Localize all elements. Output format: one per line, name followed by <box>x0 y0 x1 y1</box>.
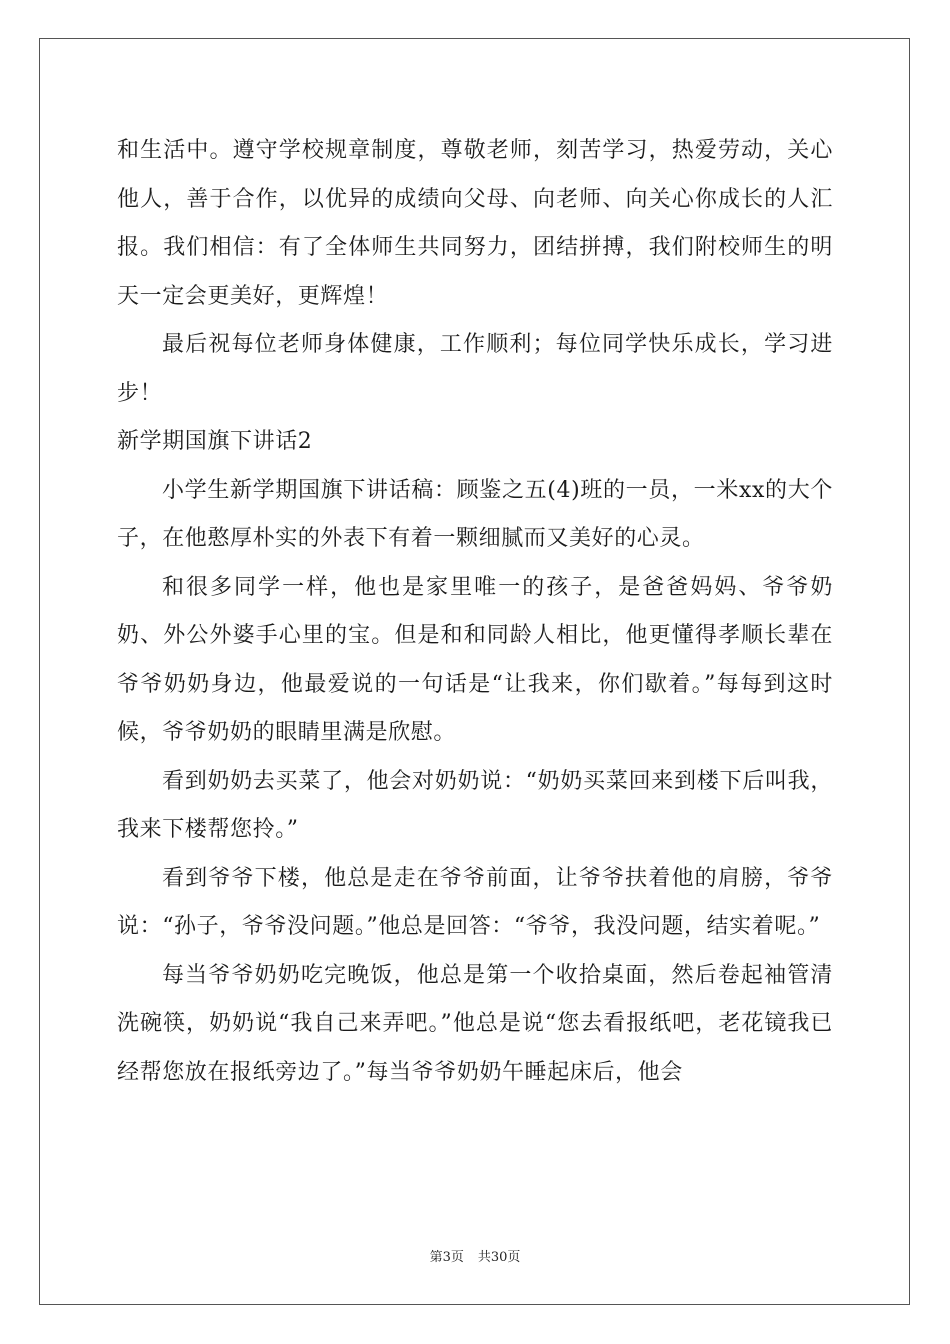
paragraph-6: 看到爷爷下楼，他总是走在爷爷前面，让爷爷扶着他的肩膀，爷爷说：“孙子，爷爷没问题。”他总是回答：“爷爷，我没问题，结实着呢。” <box>117 865 833 939</box>
document-body <box>117 127 833 1097</box>
paragraph-5: 看到奶奶去买菜了，他会对奶奶说：“奶奶买菜回来到楼下后叫我，我来下楼帮您拎。” <box>117 768 833 842</box>
page-number: 第3页 <box>429 1250 464 1265</box>
paragraph-4: 和很多同学一样，他也是家里唯一的孩子，是爸爸妈妈、爷爷奶奶、外公外婆手心里的宝。但是和和同龄人相比，他更懂得孝顺长辈在爷爷奶奶身边，他最爱说的一句话是“让我来，你们歇着。”每每到这时候，爷爷奶奶的眼睛里满是欣慰。 <box>117 574 833 745</box>
paragraph-7: 每当爷爷奶奶吃完晚饭，他总是第一个收拾桌面，然后卷起袖管清洗碗筷，奶奶说“我自己来弄吧。”他总是说“您去看报纸吧，老花镜我已经帮您放在报纸旁边了。”每当爷爷奶奶午睡起床后，他会 <box>117 962 833 1085</box>
paragraph-3: 小学生新学期国旗下讲话稿：顾鉴之五(4)班的一员，一米xx的大个子，在他憨厚朴实的外表下有着一颗细腻而又美好的心灵。 <box>117 477 833 551</box>
section-heading: 新学期国旗下讲话2 <box>117 429 313 454</box>
paragraph-1: 和生活中。遵守学校规章制度，尊敬老师，刻苦学习，热爱劳动，关心他人，善于合作，以优异的成绩向父母、向老师、向关心你成长的人汇报。我们相信：有了全体师生共同努力，团结拼搏，我们附校师生的明天一定会更美好，更辉煌！ <box>117 138 833 309</box>
page-total: 共30页 <box>477 1250 521 1265</box>
page-footer <box>0 1246 950 1265</box>
paragraph-2: 最后祝每位老师身体健康，工作顺利；每位同学快乐成长，学习进步！ <box>117 332 833 406</box>
